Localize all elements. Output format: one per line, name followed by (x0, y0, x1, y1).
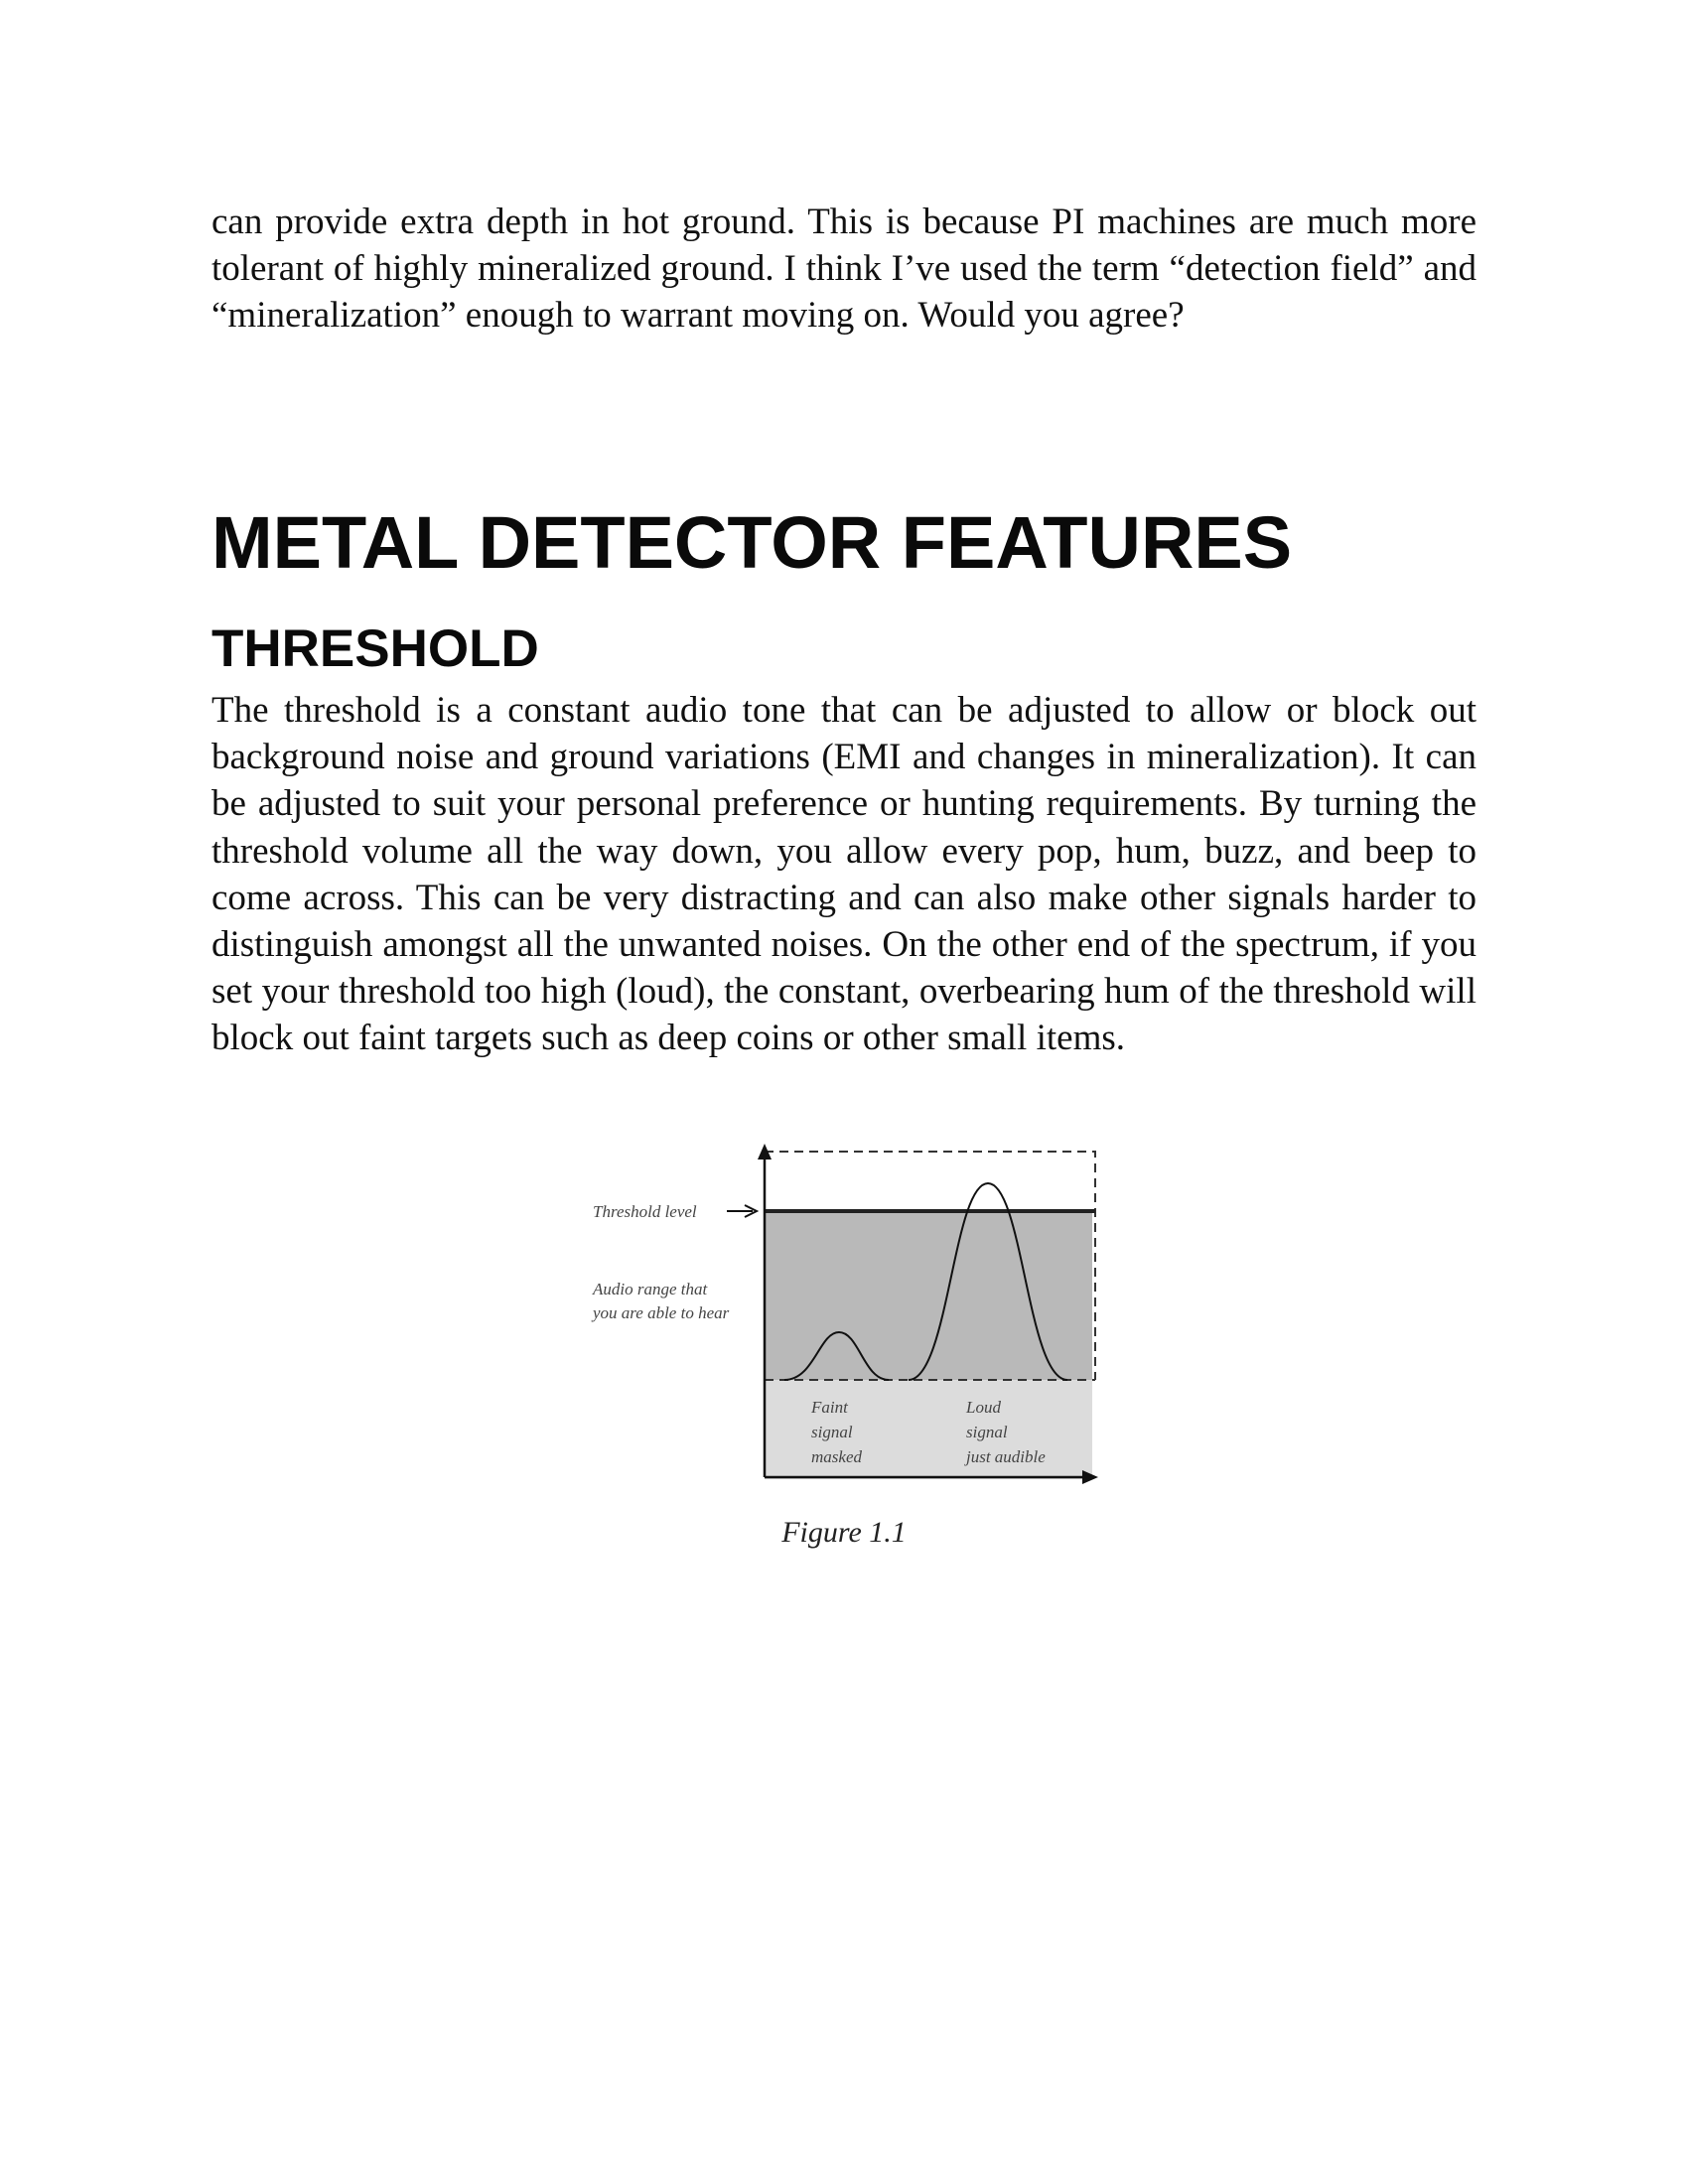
faint-label-line3: masked (811, 1447, 862, 1466)
audible-range-region (765, 1211, 1092, 1380)
audio-range-label-line1: Audio range that (593, 1280, 708, 1298)
loud-label-line1: Loud (966, 1398, 1001, 1417)
threshold-level-label: Threshold level (593, 1202, 697, 1221)
section-heading: THRESHOLD (211, 619, 539, 678)
figure-caption: Figure 1.1 (781, 1516, 907, 1549)
loud-label-line2: signal (966, 1423, 1008, 1441)
paragraph-continued: can provide extra depth in hot ground. This is because PI machines are much more tolerant of highly mineralized ground. I think I’ve used the term “detection field” and “mineralization” enough to warrant moving on. Would you agree? (211, 202, 1477, 337)
audio-range-label-line2: you are able to hear (593, 1303, 730, 1322)
threshold-figure (576, 1142, 1112, 1499)
faint-label-line1: Faint (811, 1398, 848, 1417)
chapter-heading: METAL DETECTOR FEATURES (211, 501, 1293, 584)
loud-label-line3: just audible (966, 1447, 1046, 1466)
faint-label-line2: signal (811, 1423, 853, 1441)
paragraph-threshold: The threshold is a constant audio tone that can be adjusted to allow or block out background noise and ground variations (EMI and changes in mineralization). It can be adjusted to suit your personal preference or hunting requirements. By turning the threshold volume all the way down, you allow every pop, hum, buzz, and beep to come across. This can be very distracting and can also make other signals harder to distinguish amongst all the unwanted noises. On the other end of the spectrum, if you set your threshold too high (loud), the constant, overbearing hum of the threshold will block out faint targets such as deep coins or other small items. (211, 690, 1477, 1059)
